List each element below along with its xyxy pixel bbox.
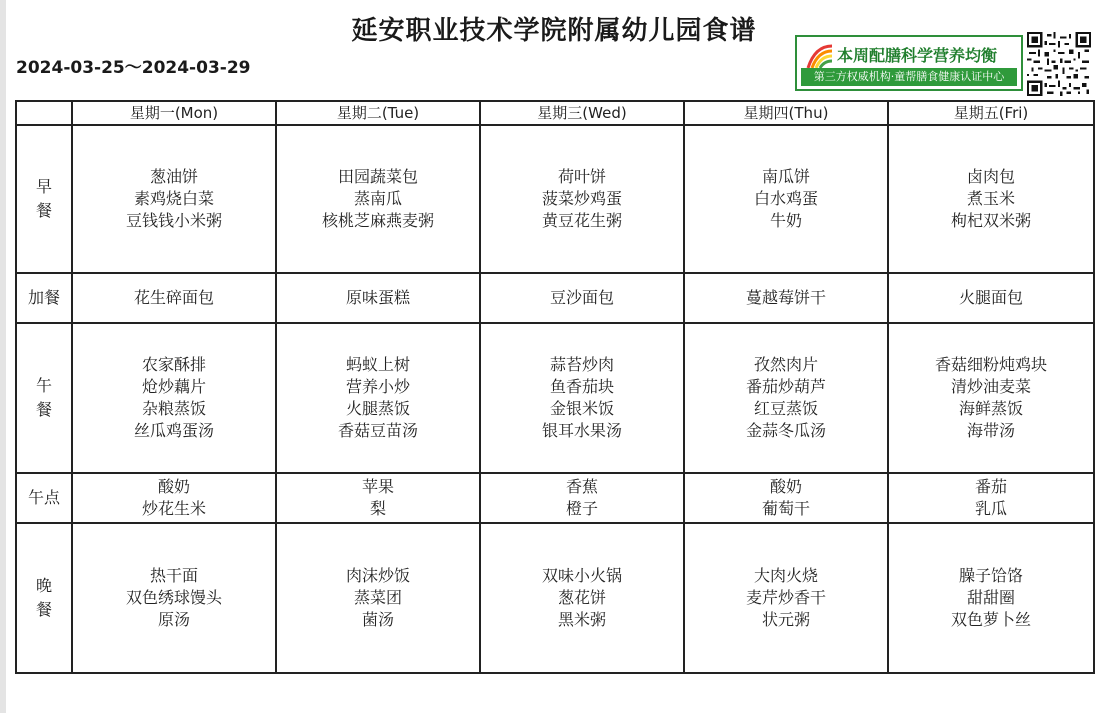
dish-item: 原汤 (157, 610, 190, 629)
meal-label-char: 午 (35, 376, 52, 395)
menu-cell (72, 273, 276, 323)
dish-item: 黄豆花生粥 (541, 211, 622, 230)
meal-label-char: 餐 (35, 600, 52, 619)
dish-item: 金银米饭 (549, 399, 614, 418)
dish-item: 葡萄干 (761, 499, 810, 518)
meal-label-char: 餐 (35, 400, 52, 419)
dish-item: 孜然肉片 (753, 355, 818, 374)
dish-item: 肉沫炒饭 (345, 566, 410, 585)
dish-item: 蚂蚁上树 (345, 355, 410, 374)
dish-item: 杂粮蒸饭 (141, 399, 206, 418)
meal-label (16, 523, 72, 673)
dish-item: 热干面 (149, 566, 198, 585)
menu-cell (480, 473, 684, 523)
dish-item: 蔓越莓饼干 (745, 288, 826, 307)
corner-cell (16, 101, 72, 125)
dish-item: 豆钱钱小米粥 (125, 211, 222, 230)
dish-item: 田园蔬菜包 (337, 167, 418, 186)
dish-item: 麦芹炒香干 (745, 588, 826, 607)
meal-label (16, 323, 72, 473)
dish-item: 梨 (369, 499, 386, 518)
dish-item: 臊子饸饹 (958, 566, 1023, 585)
badge-slogan: 本周配膳科学营养均衡 (837, 46, 998, 65)
dish-item: 香菇豆苗汤 (337, 421, 418, 440)
dish-item: 橙子 (565, 499, 598, 518)
dish-item: 原味蛋糕 (345, 288, 410, 307)
dish-item: 火腿蒸饭 (345, 399, 410, 418)
day-header: 星期二(Tue) (276, 101, 480, 125)
dish-item: 双色绣球馒头 (125, 588, 222, 607)
menu-cell (480, 323, 684, 473)
dish-item: 金蒜冬瓜汤 (745, 421, 826, 440)
dish-item: 菌汤 (361, 610, 394, 629)
menu-cell (72, 125, 276, 273)
dish-item: 香蕉 (565, 477, 598, 496)
dish-item: 红豆蒸饭 (753, 399, 818, 418)
menu-cell (480, 523, 684, 673)
dish-item: 双味小火锅 (541, 566, 622, 585)
day-header: 星期一(Mon) (72, 101, 276, 125)
dish-item: 蒸菜团 (353, 588, 402, 607)
dish-item: 菠菜炒鸡蛋 (541, 189, 622, 208)
menu-cell (888, 473, 1094, 523)
dish-item: 农家酥排 (141, 355, 206, 374)
menu-cell (276, 523, 480, 673)
menu-cell (276, 473, 480, 523)
day-header: 星期三(Wed) (480, 101, 684, 125)
menu-cell (72, 523, 276, 673)
menu-cell (684, 523, 888, 673)
menu-cell (684, 323, 888, 473)
meal-label: 加餐 (16, 273, 72, 323)
meal-label-char: 餐 (35, 201, 52, 220)
dish-item: 状元粥 (761, 610, 810, 629)
dish-item: 枸杞双米粥 (950, 211, 1031, 230)
meal-label-char: 早 (35, 177, 52, 196)
dish-item: 银耳水果汤 (541, 421, 622, 440)
meal-row (16, 323, 1094, 473)
dish-item: 双色萝卜丝 (950, 610, 1031, 629)
menu-cell (276, 273, 480, 323)
day-header-row (16, 101, 1094, 125)
dish-item: 豆沙面包 (549, 288, 614, 307)
meal-row (16, 273, 1094, 323)
meal-label-char: 晚 (35, 576, 52, 595)
dish-item: 黑米粥 (557, 610, 606, 629)
dish-item: 核桃芝麻燕麦粥 (321, 211, 434, 230)
dish-item: 丝瓜鸡蛋汤 (133, 421, 214, 440)
dish-item: 大肉火烧 (753, 566, 818, 585)
dish-item: 清炒油麦菜 (950, 377, 1031, 396)
menu-cell (684, 473, 888, 523)
dish-item: 葱油饼 (149, 167, 198, 186)
menu-cell (276, 323, 480, 473)
dish-item: 葱花饼 (557, 588, 606, 607)
dish-item: 海带汤 (966, 421, 1015, 440)
dish-item: 番茄 (974, 477, 1007, 496)
dish-item: 番茄炒葫芦 (745, 377, 826, 396)
nutrition-certification-badge (795, 35, 1023, 91)
dish-item: 酸奶 (769, 477, 802, 496)
badge-certifier: 第三方权威机构·童帮膳食健康认证中心 (801, 68, 1017, 86)
dish-item: 蒸南瓜 (353, 189, 402, 208)
dish-item: 卤肉包 (966, 167, 1015, 186)
date-range: 2024-03-25～2024-03-29 (16, 58, 251, 78)
menu-cell (276, 125, 480, 273)
dish-item: 蒜苔炒肉 (549, 355, 614, 374)
dish-item: 鱼香茄块 (549, 377, 614, 396)
dish-item: 花生碎面包 (133, 288, 214, 307)
dish-item: 牛奶 (769, 211, 802, 230)
dish-item: 荷叶饼 (557, 167, 606, 186)
rainbow-logo-icon (805, 42, 835, 70)
dish-item: 南瓜饼 (761, 167, 810, 186)
meal-label: 午点 (16, 473, 72, 523)
dish-item: 素鸡烧白菜 (133, 189, 214, 208)
dish-item: 炝炒藕片 (141, 377, 206, 396)
menu-cell (888, 273, 1094, 323)
meal-row (16, 125, 1094, 273)
menu-cell (684, 125, 888, 273)
menu-cell (684, 273, 888, 323)
day-header: 星期五(Fri) (888, 101, 1094, 125)
menu-cell (72, 473, 276, 523)
menu-cell (888, 125, 1094, 273)
dish-item: 甜甜圈 (966, 588, 1015, 607)
menu-cell (480, 125, 684, 273)
qr-code-icon (1027, 32, 1091, 96)
menu-cell (480, 273, 684, 323)
dish-item: 煮玉米 (966, 189, 1015, 208)
dish-item: 苹果 (361, 477, 394, 496)
dish-item: 海鲜蒸饭 (958, 399, 1023, 418)
dish-item: 营养小炒 (345, 377, 410, 396)
dish-item: 白水鸡蛋 (753, 189, 818, 208)
meal-row (16, 473, 1094, 523)
weekly-menu-table (15, 100, 1095, 674)
dish-item: 酸奶 (157, 477, 190, 496)
meal-label (16, 125, 72, 273)
page-title: 延安职业技术学院附属幼儿园食谱 (351, 16, 757, 46)
dish-item: 火腿面包 (958, 288, 1023, 307)
menu-cell (888, 523, 1094, 673)
meal-row (16, 523, 1094, 673)
dish-item: 乳瓜 (974, 499, 1007, 518)
menu-cell (888, 323, 1094, 473)
menu-cell (72, 323, 276, 473)
dish-item: 香菇细粉炖鸡块 (934, 355, 1047, 374)
left-edge-bar (0, 0, 6, 713)
day-header: 星期四(Thu) (684, 101, 888, 125)
dish-item: 炒花生米 (141, 499, 206, 518)
